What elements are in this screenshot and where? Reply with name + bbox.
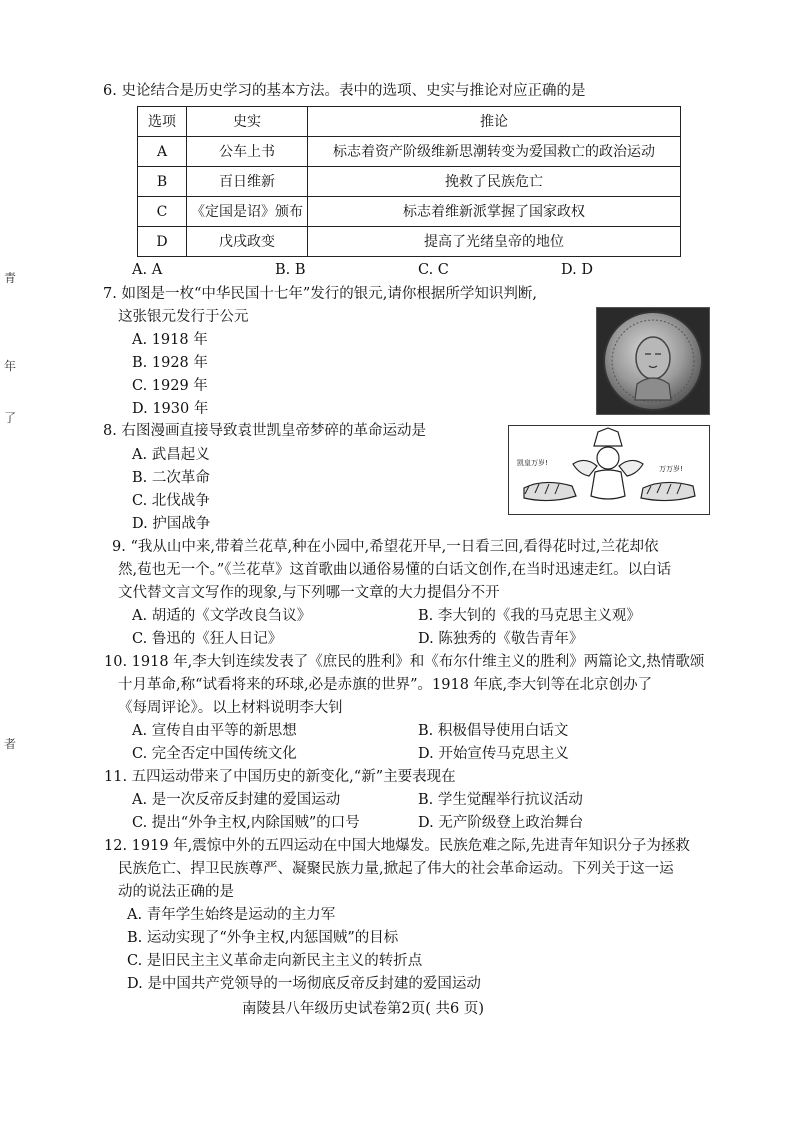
table-cell: 标志着维新派掌握了国家政权 (308, 197, 681, 227)
q9-stem-line2: 然,苞也无一个。”《兰花草》这首歌曲以通俗易懂的白话文创作,在当时迅速走红。以白话 (118, 562, 672, 578)
table-cell: D (138, 227, 187, 257)
q7-option-a[interactable]: A. 1918 年 (132, 332, 208, 348)
table-cell: B (138, 167, 187, 197)
q9-option-a[interactable]: A. 胡适的《文学改良刍议》 (132, 608, 312, 624)
q8-option-b[interactable]: B. 二次革命 (132, 470, 210, 486)
table-cell: A (138, 137, 187, 167)
margin-mark: 青 (4, 271, 17, 285)
q8-option-a[interactable]: A. 武昌起义 (132, 447, 210, 463)
q11-option-a[interactable]: A. 是一次反帝反封建的爱国运动 (132, 792, 341, 808)
q9-option-b[interactable]: B. 李大钊的《我的马克思主义观》 (418, 608, 641, 624)
table-row (138, 227, 681, 257)
cartoon-caption-left: 凯皇万岁! (517, 459, 548, 467)
q12-stem-line3: 动的说法正确的是 (118, 884, 234, 900)
cartoon-caption-right: 万万岁! (659, 465, 683, 473)
q10-option-b[interactable]: B. 积极倡导使用白话文 (418, 723, 569, 739)
q12-option-b[interactable]: B. 运动实现了“外争主权,内惩国贼”的目标 (127, 930, 399, 946)
table-cell: 标志着资产阶级维新思潮转变为爱国救亡的政治运动 (308, 137, 681, 167)
q12-option-a[interactable]: A. 青年学生始终是运动的主力军 (127, 907, 336, 923)
margin-mark: 者 (4, 737, 17, 751)
q12-stem-line1: 12. 1919 年,震惊中外的五四运动在中国大地爆发。民族危难之际,先进青年知识分子为拯救 (104, 838, 690, 854)
q9-option-d[interactable]: D. 陈独秀的《敬告青年》 (418, 631, 584, 647)
page-footer: 南陵县八年级历史试卷第2页( 共6 页) (242, 1001, 484, 1017)
q8-option-d[interactable]: D. 护国战争 (132, 516, 211, 532)
q10-stem-line2: 十月革命,称“试看将来的环球,必是赤旗的世界”。1918 年底,李大钊等在北京创办了 (118, 677, 653, 693)
q10-option-c[interactable]: C. 完全否定中国传统文化 (132, 746, 297, 762)
q12-stem-line2: 民族危亡、捍卫民族尊严、凝聚民族力量,掀起了伟大的社会革命运动。下列关于这一运 (118, 861, 674, 877)
q12-option-d[interactable]: D. 是中国共产党领导的一场彻底反帝反封建的爱国运动 (127, 976, 481, 992)
q11-option-c[interactable]: C. 提出“外争主权,内除国贼”的口号 (132, 815, 360, 831)
q6-stem: 6. 史论结合是历史学习的基本方法。表中的选项、史实与推论对应正确的是 (103, 83, 586, 99)
q9-option-c[interactable]: C. 鲁迅的《狂人日记》 (132, 631, 283, 647)
table-cell: 公车上书 (187, 137, 308, 167)
q7-option-d[interactable]: D. 1930 年 (132, 401, 209, 417)
table-row (138, 167, 681, 197)
table-header: 史实 (187, 107, 308, 137)
silver-coin-image (596, 307, 710, 415)
q6-option-d[interactable]: D. D (561, 262, 593, 278)
q11-option-b[interactable]: B. 学生觉醒举行抗议活动 (418, 792, 583, 808)
q11-stem: 11. 五四运动带来了中国历史的新变化,“新”主要表现在 (104, 769, 456, 785)
q10-stem-line3: 《每周评论》。以上材料说明李大钊 (118, 700, 343, 716)
q7-stem-line1: 7. 如图是一枚“中华民国十七年”发行的银元,请你根据所学知识判断, (103, 286, 537, 302)
table-cell: 挽救了民族危亡 (308, 167, 681, 197)
yuan-shikai-cartoon-image (508, 425, 710, 515)
q9-stem-line1: 9. “我从山中来,带着兰花草,种在小园中,希望花开早,一日看三回,看得花时过,兰花却依 (112, 539, 659, 555)
table-cell: C (138, 197, 187, 227)
q10-option-d[interactable]: D. 开始宣传马克思主义 (418, 746, 569, 762)
table-cell: 提高了光绪皇帝的地位 (308, 227, 681, 257)
q11-option-d[interactable]: D. 无产阶级登上政治舞台 (418, 815, 584, 831)
table-row (138, 137, 681, 167)
q6-option-b[interactable]: B. B (275, 262, 306, 278)
q6-option-c[interactable]: C. C (418, 262, 449, 278)
q7-option-b[interactable]: B. 1928 年 (132, 355, 208, 371)
q8-option-c[interactable]: C. 北伐战争 (132, 493, 210, 509)
q10-option-a[interactable]: A. 宣传自由平等的新思想 (132, 723, 297, 739)
table-cell: 戊戌政变 (187, 227, 308, 257)
table-header: 推论 (308, 107, 681, 137)
table-cell: 百日维新 (187, 167, 308, 197)
q6-option-a[interactable]: A. A (132, 262, 163, 278)
table-row (138, 197, 681, 227)
q6-table (137, 106, 681, 257)
margin-mark: 了 (4, 411, 17, 425)
q8-stem: 8. 右图漫画直接导致袁世凯皇帝梦碎的革命运动是 (103, 423, 426, 439)
table-header-row (138, 107, 681, 137)
table-header: 选项 (138, 107, 187, 137)
q10-stem-line1: 10. 1918 年,李大钊连续发表了《庶民的胜利》和《布尔什维主义的胜利》两篇论文,热情歌颂 (104, 654, 705, 670)
q9-stem-line3: 文代替文言文写作的现象,与下列哪一文章的大力提倡分不开 (118, 585, 500, 601)
table-cell: 《定国是诏》颁布 (187, 197, 308, 227)
q12-option-c[interactable]: C. 是旧民主主义革命走向新民主主义的转折点 (127, 953, 423, 969)
margin-mark: 年 (4, 359, 17, 373)
q7-stem-line2: 这张银元发行于公元 (118, 309, 249, 325)
q7-option-c[interactable]: C. 1929 年 (132, 378, 208, 394)
